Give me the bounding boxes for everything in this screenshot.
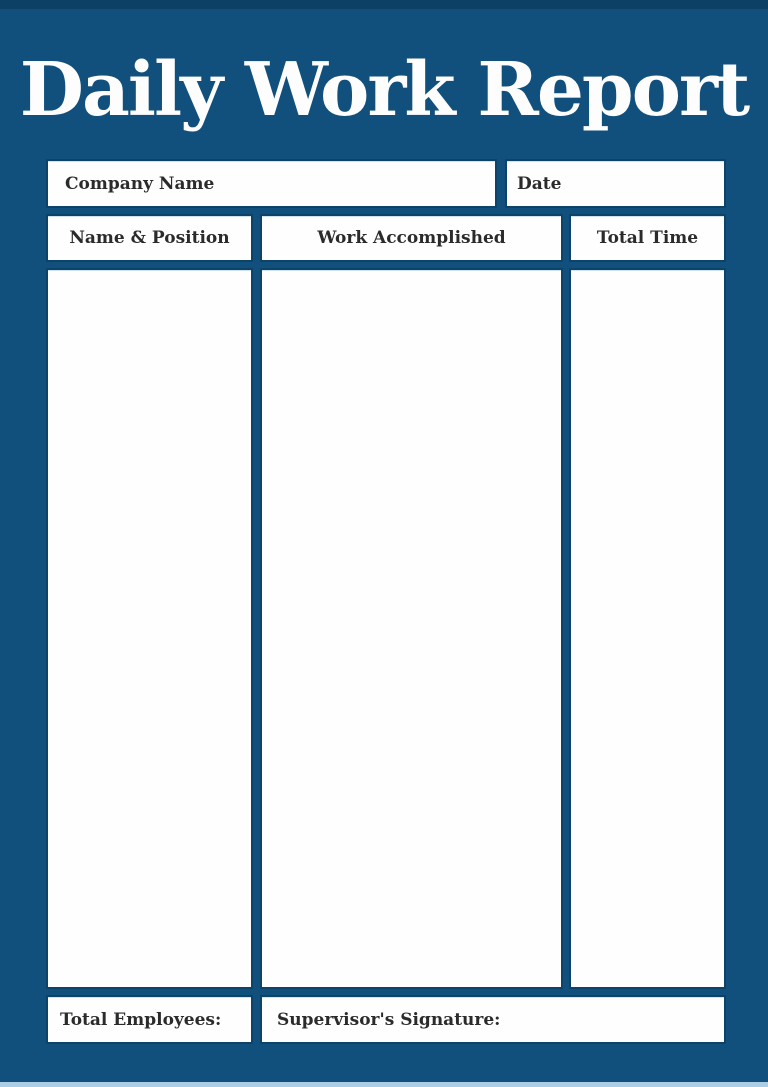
column-header-total-time: [571, 216, 724, 260]
top-strip: [0, 0, 768, 9]
column-header-name-position: [48, 216, 251, 260]
date-field[interactable]: [507, 161, 724, 206]
date-label: Date: [517, 173, 562, 194]
supervisor-signature-field[interactable]: [262, 997, 724, 1042]
company-name-label: Company Name: [65, 173, 215, 194]
company-name-field[interactable]: [48, 161, 495, 206]
total-time-header-label: Total Time: [596, 228, 699, 248]
work-accomplished-column-field[interactable]: [262, 270, 561, 987]
total-time-column-field[interactable]: [571, 270, 724, 987]
column-header-work-accomplished: [262, 216, 561, 260]
supervisor-signature-label: Supervisor's Signature:: [277, 1009, 501, 1030]
name-position-column-field[interactable]: [48, 270, 251, 987]
page-title: Daily Work Report: [19, 47, 749, 133]
total-employees-field[interactable]: [48, 997, 251, 1042]
total-employees-label: Total Employees:: [60, 1009, 222, 1030]
bottom-strip: [0, 1082, 768, 1087]
work-accomplished-header-label: Work Accomplished: [317, 228, 506, 248]
name-position-header-label: Name & Position: [69, 228, 230, 248]
